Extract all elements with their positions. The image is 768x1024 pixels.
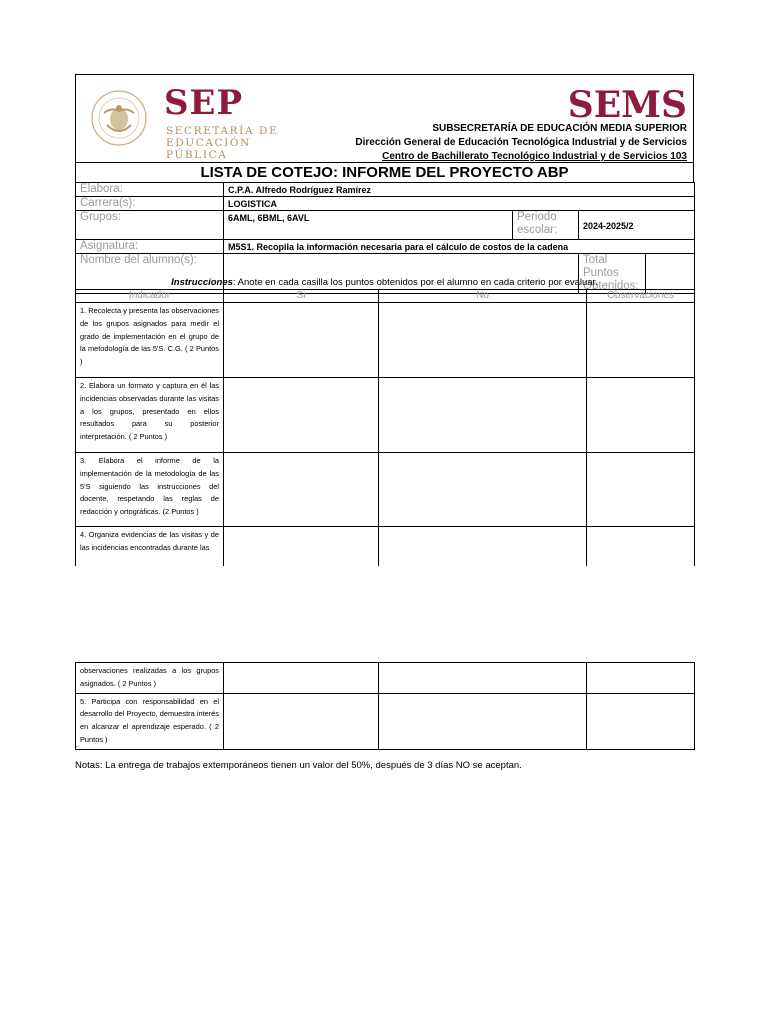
si-cell[interactable] bbox=[224, 693, 379, 749]
national-seal-icon bbox=[82, 89, 156, 147]
observaciones-cell[interactable] bbox=[587, 693, 695, 749]
school-name-line: Centro de Bachillerato Tecnológico Industrial y de Servicios 103 bbox=[382, 151, 687, 162]
no-cell[interactable] bbox=[379, 378, 587, 453]
indicator-1: 1. Recolecta y presenta las observaciones de los grupos asignados para medir el grado de implementación en el grupo de la metodología de las 5'S. C.G. ( 2 Puntos ) bbox=[76, 303, 224, 378]
indicator-4-part2: observaciones realizadas a los grupos asignados. ( 2 Puntos ) bbox=[76, 663, 224, 694]
asignatura-label: Asignatura: bbox=[76, 240, 224, 254]
checklist-table bbox=[75, 289, 695, 566]
elabora-label: Elabora: bbox=[76, 183, 224, 197]
periodo-label: Periodo escolar: bbox=[513, 211, 579, 240]
no-cell[interactable] bbox=[379, 663, 587, 694]
asignatura-value: M5S1. Recopila la información necesaria para el cálculo de costos de la cadena bbox=[224, 240, 695, 254]
sep-logo-block bbox=[82, 83, 312, 161]
grupos-label: Grupos: bbox=[76, 211, 224, 240]
direccion-general-line: Dirección General de Educación Tecnológica Industrial y de Servicios bbox=[355, 137, 687, 148]
si-cell[interactable] bbox=[224, 453, 379, 527]
carrera-label: Carrera(s): bbox=[76, 197, 224, 211]
page-title: LISTA DE COTEJO: INFORME DEL PROYECTO ABP bbox=[75, 163, 694, 182]
table-row bbox=[76, 303, 695, 378]
column-header-indicador: Indicador bbox=[76, 290, 224, 303]
indicator-3: 3. Elabora el informe de la implementación de la metodología de las 5'S siguiendo las instrucciones del docente, respetando las reglas de redacción y ortográficas. (2 Puntos ) bbox=[76, 453, 224, 527]
no-cell[interactable] bbox=[379, 693, 587, 749]
sep-subtitle-line1: SECRETARÍA DE bbox=[166, 125, 279, 137]
sems-logo-text: SEMS bbox=[567, 84, 687, 126]
si-cell[interactable] bbox=[224, 303, 379, 378]
column-header-observaciones: Observaciones bbox=[587, 290, 695, 303]
elabora-value: C.P.A. Alfredo Rodríguez Ramírez bbox=[224, 183, 695, 197]
indicator-4-part1: 4. Organiza evidencias de las visitas y de las incidencias encontradas durante las bbox=[76, 527, 224, 566]
observaciones-cell[interactable] bbox=[587, 453, 695, 527]
periodo-value: 2024-2025/2 bbox=[579, 211, 695, 240]
carrera-value: LOGISTICA bbox=[224, 197, 695, 211]
no-cell[interactable] bbox=[379, 453, 587, 527]
table-row bbox=[76, 527, 695, 566]
total-points-label: Total Puntos Obtenidos: bbox=[579, 254, 646, 293]
instructions bbox=[75, 277, 694, 289]
sep-logo-text: SEP bbox=[164, 83, 244, 123]
institution-header bbox=[75, 74, 694, 163]
si-cell[interactable] bbox=[224, 663, 379, 694]
instructions-lead: Instrucciones bbox=[171, 277, 233, 288]
indicator-5: 5. Participa con responsabilidad en el desarrollo del Proyecto, demuestra interés en alcanzar el aprendizaje esperado. ( 2 Puntos ) bbox=[76, 693, 224, 749]
observaciones-cell[interactable] bbox=[587, 663, 695, 694]
table-row bbox=[76, 453, 695, 527]
column-header-si: Si bbox=[224, 290, 379, 303]
grupos-value: 6AML, 6BML, 6AVL bbox=[224, 211, 513, 240]
no-cell[interactable] bbox=[379, 527, 587, 566]
no-cell[interactable] bbox=[379, 303, 587, 378]
observaciones-cell[interactable] bbox=[587, 527, 695, 566]
notes-text: Notas: La entrega de trabajos extemporáneos tienen un valor del 50%, después de 3 días NO se aceptan. bbox=[75, 760, 522, 771]
instructions-text: : Anote en cada casilla los puntos obtenidos por el alumno en cada criterio por evaluar. bbox=[232, 277, 598, 288]
checklist-table-continued bbox=[75, 662, 695, 750]
column-header-no: No bbox=[379, 290, 587, 303]
si-cell[interactable] bbox=[224, 527, 379, 566]
table-row bbox=[76, 378, 695, 453]
sep-subtitle-line2: EDUCACIÓN PÚBLICA bbox=[166, 137, 251, 161]
subsecretaria-line: SUBSECRETARÍA DE EDUCACIÓN MEDIA SUPERIOR bbox=[432, 123, 687, 134]
observaciones-cell[interactable] bbox=[587, 378, 695, 453]
dash-mark: - bbox=[75, 742, 78, 751]
indicator-2: 2. Elabora un formato y captura en él las incidencias observadas durante las visitas a los grupos, presentado en ellos resultados para su posterior interpretación. ( 2 Puntos ) bbox=[76, 378, 224, 453]
observaciones-cell[interactable] bbox=[587, 303, 695, 378]
table-row bbox=[76, 693, 695, 749]
table-row bbox=[76, 663, 695, 694]
si-cell[interactable] bbox=[224, 378, 379, 453]
alumno-label: Nombre del alumno(s): bbox=[76, 254, 224, 294]
